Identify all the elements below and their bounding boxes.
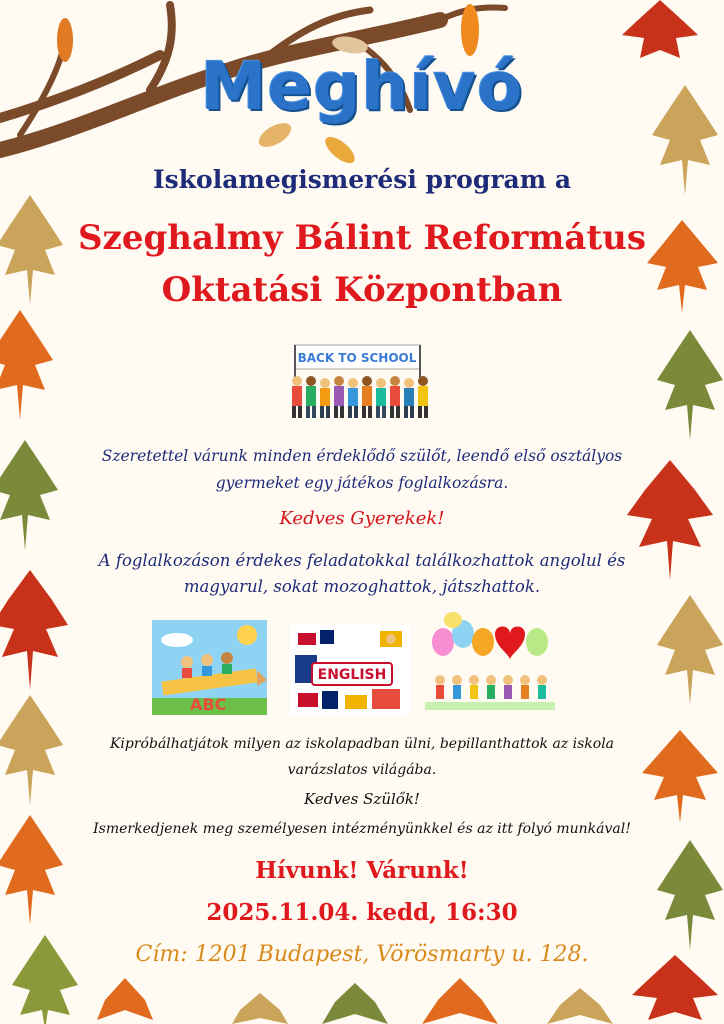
leaf-icon bbox=[420, 975, 500, 1024]
try-line1: Kipróbálhatjátok milyen az iskolapadban ülni, bepillanthattok az iskola bbox=[109, 736, 615, 752]
abc-text: ABC bbox=[190, 695, 227, 714]
kids-greeting: Kedves Gyerekek! bbox=[279, 508, 445, 529]
leaf-icon bbox=[655, 325, 724, 445]
kids-line1: A foglalkozáson érdekes feladatokkal találkozhattok angolul és bbox=[98, 551, 626, 570]
banner-text: BACK TO SCHOOL bbox=[297, 351, 417, 365]
leaf-icon bbox=[230, 990, 290, 1024]
parents-greeting: Kedves Szülők! bbox=[304, 790, 420, 808]
kids-line2: magyarul, sokat mozoghattok, játszhattok. bbox=[183, 577, 541, 596]
event-datetime: 2025.11.04. kedd, 16:30 bbox=[206, 899, 518, 926]
program-subtitle: Iskolamegismerési program a bbox=[152, 165, 572, 194]
try-line2: varázslatos világába. bbox=[287, 762, 437, 778]
leaf-icon bbox=[655, 590, 724, 710]
english-illustration-image bbox=[290, 625, 410, 715]
parents-line: Ismerkedjenek meg személyesen intézményünkkel és az itt folyó munkával! bbox=[93, 821, 631, 837]
leaf-icon bbox=[545, 985, 615, 1024]
kids-paragraph bbox=[0, 548, 724, 600]
intro-line1: Szeretettel várunk minden érdeklődő szülőt, leendő első osztályos bbox=[101, 447, 623, 465]
school-name-line2: Oktatási Központban bbox=[161, 270, 563, 310]
school-name-line1: Szeghalmy Bálint Református bbox=[77, 218, 647, 258]
leaf-icon bbox=[0, 305, 55, 425]
english-sign-text: ENGLISH bbox=[317, 667, 387, 683]
invitation-title: Meghívó bbox=[200, 48, 524, 125]
leaf-icon bbox=[655, 835, 724, 955]
event-address: Cím: 1201 Budapest, Vörösmarty u. 128. bbox=[135, 942, 589, 967]
try-paragraph bbox=[0, 731, 724, 783]
children-group bbox=[292, 376, 428, 418]
intro-line2: gyermeket egy játékos foglalkozásra. bbox=[215, 474, 509, 492]
call-to-action: Hívunk! Várunk! bbox=[255, 857, 469, 884]
leaf-icon bbox=[320, 980, 390, 1024]
leaf-icon bbox=[95, 975, 155, 1024]
kids-on-pencil-image bbox=[152, 620, 267, 715]
balloons-and-children-image bbox=[425, 612, 555, 712]
leaf-icon bbox=[320, 130, 360, 170]
back-to-school-image bbox=[285, 343, 440, 423]
intro-paragraph bbox=[0, 443, 724, 497]
